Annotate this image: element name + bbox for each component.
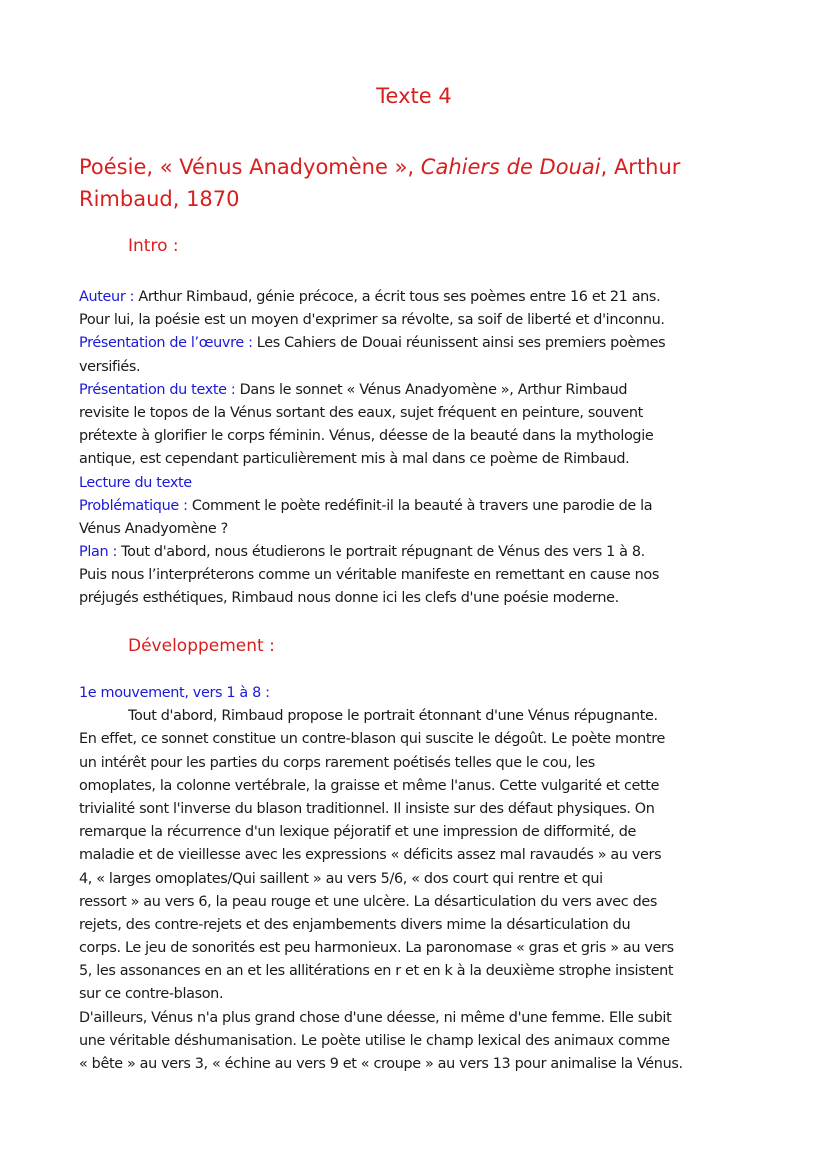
- text-line: [79, 402, 769, 425]
- paragraph-text: Arthur Rimbaud, génie précoce, a écrit tous ses poèmes entre 16 et 21 ans.: [138, 289, 661, 305]
- work-collection: Cahiers de Douai: [420, 155, 601, 179]
- paragraph-text: une véritable déshumanisation. Le poète utilise le champ lexical des animaux comme: [79, 1032, 670, 1049]
- text-line: [79, 844, 769, 867]
- text-line: [79, 752, 769, 775]
- intro-section: [79, 286, 769, 611]
- work-suffix: , Arthur: [600, 155, 681, 179]
- text-line: [79, 960, 769, 983]
- text-line: [79, 891, 769, 914]
- text-line: [79, 937, 769, 960]
- paragraph-text: Comment le poète redéfinit-il la beauté à travers une parodie de la: [191, 497, 653, 514]
- text-line: [79, 425, 769, 448]
- paragraph-text: corps. Le jeu de sonorités est peu harmonieux. La paronomase « gras et gris » au vers: [79, 940, 674, 957]
- section-label: Problématique :: [79, 497, 192, 514]
- text-line: [79, 682, 769, 705]
- paragraph-text: Tout d'abord, Rimbaud propose le portrait étonnant d'une Vénus répugnante.: [128, 708, 658, 725]
- text-line: [79, 775, 769, 798]
- text-line: [79, 356, 769, 379]
- paragraph-text: trivialité sont l'inverse du blason traditionnel. Il insiste sur des défaut physiques. On: [79, 800, 655, 817]
- text-line: [79, 541, 769, 564]
- text-line: [79, 983, 769, 1006]
- text-line: [79, 286, 769, 309]
- text-line: [79, 448, 769, 471]
- text-line: [79, 564, 769, 587]
- paragraph-text: maladie et de vieillesse avec les expressions « déficits assez mal ravaudés » au vers: [79, 847, 662, 864]
- text-line: [79, 798, 769, 821]
- text-line: [79, 587, 769, 610]
- document-title: Texte 4: [376, 84, 452, 108]
- development-section: [79, 682, 769, 1076]
- paragraph-text: Dans le sonnet « Vénus Anadyomène », Arthur Rimbaud: [239, 381, 628, 398]
- text-line: [79, 868, 769, 891]
- section-label: 1e mouvement, vers 1 à 8 :: [79, 685, 270, 701]
- paragraph-text: En effet, ce sonnet constitue un contre-blason qui suscite le dégoût. Le poète montre: [79, 731, 665, 748]
- section-label: Présentation de l’œuvre :: [79, 335, 257, 352]
- text-line: [79, 1053, 769, 1076]
- paragraph-text: 5, les assonances en an et les allitérations en r et en k à la deuxième strophe insistent: [79, 963, 674, 980]
- text-line: [79, 728, 769, 751]
- work-reference: [79, 151, 759, 215]
- paragraph-text: 4, « larges omoplates/Qui saillent » au vers 5/6, « dos court qui rentre et qui: [79, 870, 603, 887]
- section-label: Présentation du texte :: [79, 381, 240, 398]
- section-label: Lecture du texte: [79, 474, 192, 491]
- paragraph-text: un intérêt pour les parties du corps rarement poétisés telles que le cou, les: [79, 754, 595, 771]
- paragraph-text: « bête » au vers 3, « échine au vers 9 et « croupe » au vers 13 pour animalise la Vénus.: [79, 1056, 683, 1072]
- text-line: [79, 1030, 769, 1053]
- text-line: [79, 1007, 769, 1030]
- paragraph-text: ressort » au vers 6, la peau rouge et une ulcère. La désarticulation du vers avec des: [79, 893, 658, 910]
- text-line: [79, 821, 769, 844]
- paragraph-text: Tout d'abord, nous étudierons le portrait répugnant de Vénus des vers 1 à 8.: [121, 544, 645, 561]
- paragraph-text: D'ailleurs, Vénus n'a plus grand chose d'une déesse, ni même d'une femme. Elle subit: [79, 1009, 672, 1026]
- text-line: [79, 472, 769, 495]
- text-line: [79, 495, 769, 518]
- paragraph-text: préjugés esthétiques, Rimbaud nous donne ici les clefs d'une poésie moderne.: [79, 590, 619, 607]
- paragraph-text: antique, est cependant particulièrement mis à mal dans ce poème de Rimbaud.: [79, 451, 630, 468]
- paragraph-text: omoplates, la colonne vertébrale, la graisse et même l'anus. Cette vulgarité et cette: [79, 777, 660, 794]
- text-line: [79, 914, 769, 937]
- text-line: [79, 705, 769, 728]
- paragraph-text: Les Cahiers de Douai réunissent ainsi ses premiers poèmes: [256, 335, 666, 352]
- paragraph-text: rejets, des contre-rejets et des enjambements divers mime la désarticulation du: [79, 916, 631, 933]
- paragraph-text: Vénus Anadyomène ?: [79, 520, 228, 537]
- section-label: Auteur :: [79, 289, 139, 305]
- work-author-year: Rimbaud, 1870: [79, 187, 240, 211]
- text-line: [79, 309, 769, 332]
- paragraph-text: Puis nous l’interpréterons comme un véritable manifeste en remettant en cause nos: [79, 567, 659, 584]
- section-label: Plan :: [79, 544, 122, 561]
- paragraph-text: prétexte à glorifier le corps féminin. Vénus, déesse de la beauté dans la mythologie: [79, 428, 654, 445]
- paragraph-text: remarque la récurrence d'un lexique péjoratif et une impression de difformité, de: [79, 824, 637, 841]
- text-line: [79, 379, 769, 402]
- development-heading: Développement :: [128, 636, 275, 656]
- paragraph-text: sur ce contre-blason.: [79, 986, 224, 1003]
- text-line: [79, 332, 769, 355]
- paragraph-text: Pour lui, la poésie est un moyen d'exprimer sa révolte, sa soif de liberté et d'inconnu.: [79, 312, 665, 329]
- intro-heading: Intro :: [128, 236, 179, 256]
- work-prefix: Poésie, « Vénus Anadyomène »,: [79, 155, 421, 179]
- paragraph-text: revisite le topos de la Vénus sortant des eaux, sujet fréquent en peinture, souvent: [79, 404, 643, 421]
- text-line: [79, 518, 769, 541]
- paragraph-text: versifiés.: [79, 358, 141, 375]
